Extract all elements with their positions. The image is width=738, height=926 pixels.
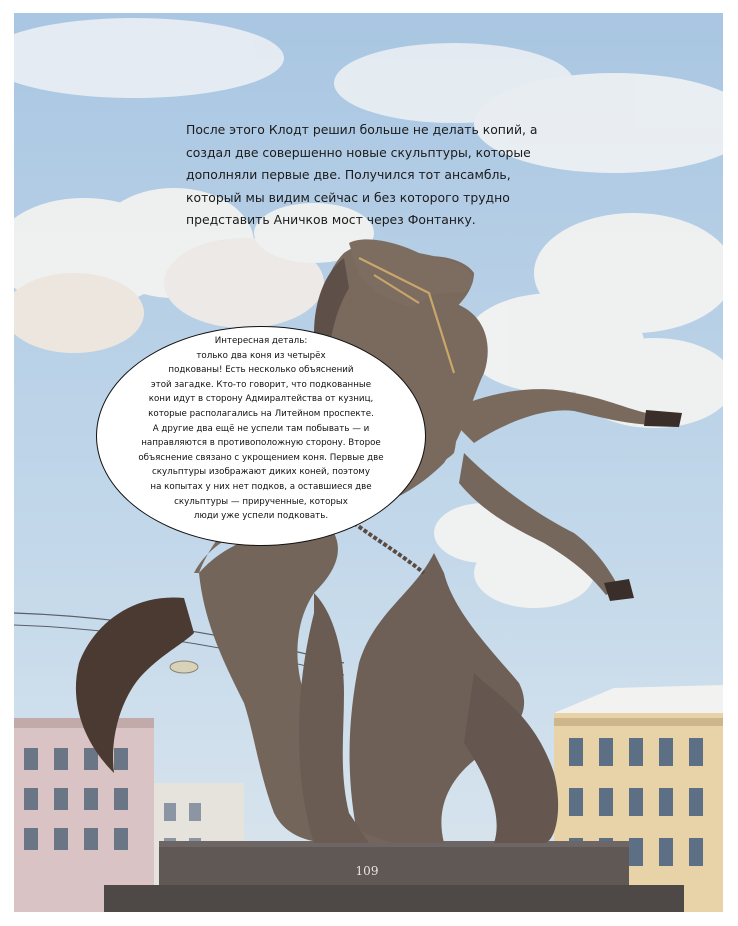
main-line: который мы видим сейчас и без которого трудно: [186, 189, 510, 205]
callout-line: скульптуры — прирученные, которых: [174, 496, 348, 507]
callout-line: этой загадке. Кто-то говорит, что подкованные: [150, 379, 372, 390]
callout-line: люди уже успели подковать.: [193, 511, 329, 522]
callout-line: кони идут в сторону Адмиралтейства от кузниц,: [148, 394, 374, 405]
callout-line: объяснение связано с укрощением коня. Первые две: [138, 452, 384, 463]
book-page: [14, 13, 723, 912]
callout-line: скульптуры изображают диких коней, поэтому: [152, 467, 370, 478]
callout-line: направляются в противоположную сторону. Второе: [141, 438, 381, 449]
callout-line: только два коня из четырёх: [196, 350, 326, 361]
main-paragraph: [186, 119, 536, 232]
callout-line: на копытах у них нет подков, а оставшиеся две: [150, 481, 372, 492]
main-line: представить Аничков мост через Фонтанку.: [186, 212, 476, 228]
callout-line: которые располагались на Литейном проспекте.: [148, 408, 374, 419]
callout-text: [96, 334, 426, 524]
main-line: После этого Клодт решил больше не делать копий, а: [186, 122, 538, 137]
pedestal: [104, 841, 684, 912]
callout-line: подкованы! Есть несколько объяснений: [168, 365, 354, 376]
callout-line: А другие два ещё не успели там побывать — и: [152, 423, 370, 434]
street-lamp: [170, 661, 198, 673]
callout-line: Интересная деталь:: [214, 336, 308, 346]
main-line: дополняли первые две. Получился тот ансамбль,: [186, 167, 511, 183]
main-line: создал две совершенно новые скульптуры, которые: [186, 144, 531, 160]
page-number: 109: [355, 864, 379, 878]
